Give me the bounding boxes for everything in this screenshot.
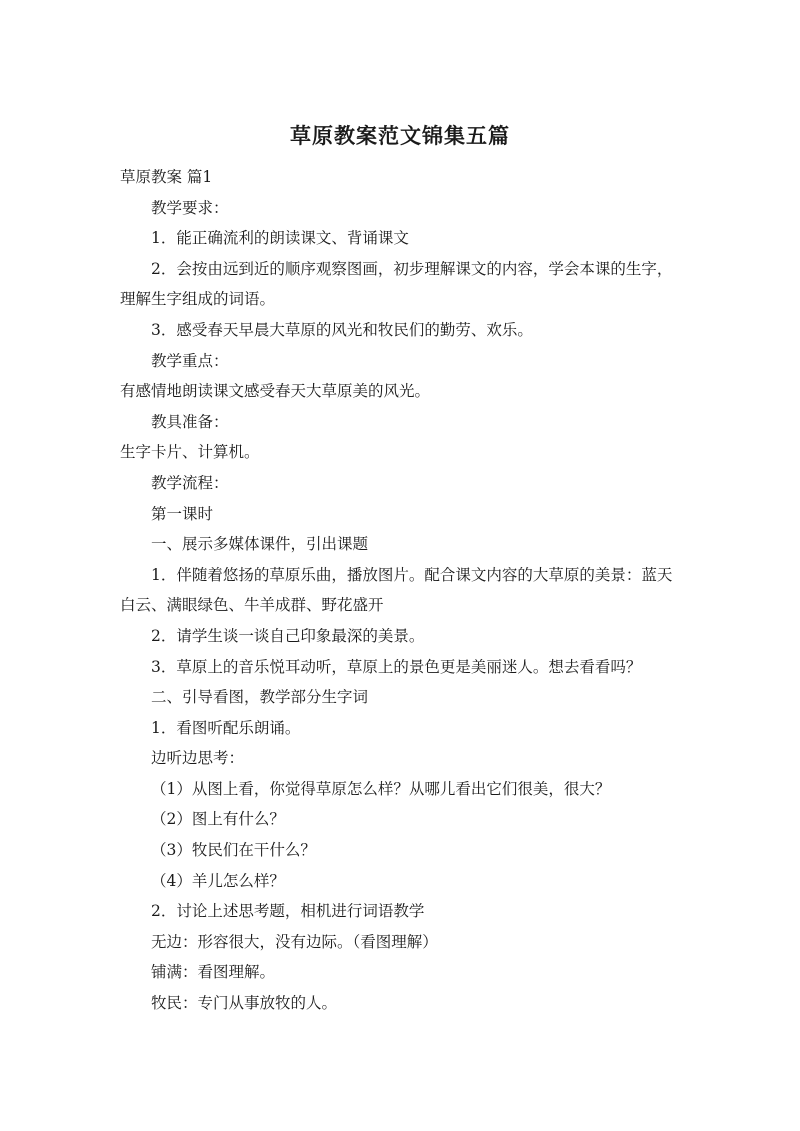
paragraph: 教具准备： bbox=[151, 412, 229, 431]
paragraph: 牧民：专门从事放牧的人。 bbox=[151, 994, 338, 1013]
paragraph: 1．看图听配乐朗诵。 bbox=[151, 718, 301, 737]
paragraph: （2）图上有什么？ bbox=[151, 810, 285, 829]
paragraph: 教学流程： bbox=[151, 473, 229, 492]
paragraph: 3．草原上的音乐悦耳动听，草原上的景色更是美丽迷人。想去看看吗？ bbox=[151, 657, 642, 676]
document-title: 草原教案范文锦集五篇 bbox=[290, 124, 510, 148]
paragraph: 第一课时 bbox=[151, 504, 214, 523]
paragraph: 生字卡片、计算机。 bbox=[120, 443, 260, 462]
paragraph: （3）牧民们在干什么？ bbox=[151, 841, 316, 860]
paragraph: 教学重点： bbox=[151, 351, 229, 370]
paragraph: 1．伴随着悠扬的草原乐曲，播放图片。配合课文内容的大草原的美景：蓝天白云、满眼绿色、牛羊成群、野花盛开 bbox=[120, 565, 673, 615]
paragraph: 无边：形容很大，没有边际。（看图理解） bbox=[151, 932, 438, 951]
section-heading: 草原教案 篇1 bbox=[120, 168, 213, 186]
paragraph: 2．请学生谈一谈自己印象最深的美景。 bbox=[151, 626, 425, 645]
paragraph: 1．能正确流利的朗读课文、背诵课文 bbox=[151, 229, 409, 248]
paragraph: 铺满：看图理解。 bbox=[151, 963, 276, 982]
paragraph: 边听边思考： bbox=[151, 749, 245, 768]
paragraph: 2．会按由远到近的顺序观察图画，初步理解课文的内容，学会本课的生字，理解生字组成的词语。 bbox=[120, 259, 673, 309]
document-body bbox=[120, 162, 685, 1019]
paragraph: 2．讨论上述思考题，相机进行词语教学 bbox=[151, 902, 425, 921]
paragraph: 3．感受春天早晨大草原的风光和牧民们的勤劳、欢乐。 bbox=[151, 320, 533, 339]
paragraph: 教学要求： bbox=[151, 198, 229, 217]
paragraph: （1）从图上看，你觉得草原怎么样？从哪儿看出它们很美，很大？ bbox=[151, 779, 611, 798]
paragraph: 一、展示多媒体课件，引出课题 bbox=[151, 535, 369, 554]
paragraph: 有感情地朗读课文感受春天大草原美的风光。 bbox=[120, 382, 431, 401]
paragraph: 二、引导看图，教学部分生字词 bbox=[151, 688, 369, 707]
paragraph: （4）羊儿怎么样？ bbox=[151, 871, 285, 890]
